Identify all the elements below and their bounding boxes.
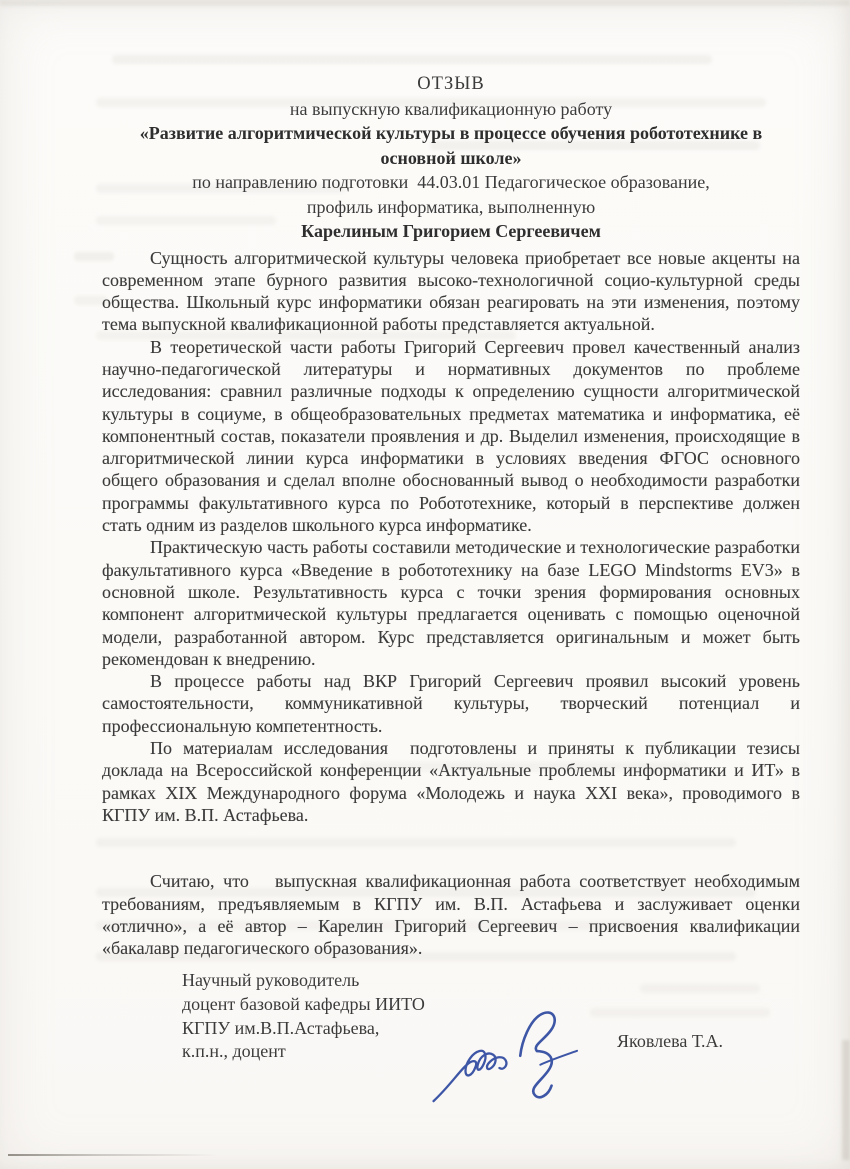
supervisor-position: доцент базовой кафедры ИИТО <box>182 993 425 1014</box>
supervisor-degree: к.п.н., доцент <box>182 1041 286 1062</box>
paragraph-conclusion: Считаю, что выпускная квалификационная работа соответствует необходимым требованиям, предъявляемым в КГПУ им. В.П. Астафьева и заслуживает оценки «отлично», а её автор – Карелин Григорий Сергеевич – присвоения квалификации «бакалавр педагогического образования». <box>102 871 805 959</box>
program-line: по направлению подготовки 44.03.01 Педагогическое образование, <box>192 172 710 192</box>
work-title: «Развитие алгоритмической культуры в процессе обучения робототехнике в основной школе» <box>139 123 763 168</box>
signer-name: Яковлева Т.А. <box>617 1031 724 1051</box>
paragraph-practical-part: Практическую часть работы составили методические и технологические разработки факультативного курса «Введение в робототехнику на базе LEGO Mindstorms EV3» в основной школе. Результативность курса с точки зрения формирования основных компонент алгоритмической культуры предлагается оценивать с помощью оценочной модели, разработанной автором. Курс представляется оригинальным и может быть рекомендован к внедрению. <box>102 537 805 669</box>
profile-line: профиль информатика, выполненную <box>306 196 596 217</box>
paragraph-personal-qualities: В процессе работы над ВКР Григорий Сергеевич проявил высокий уровень самостоятельности, коммуникативной культуры, творческий потенциал и профессиональную компетентность. <box>102 671 805 736</box>
scan-edge-mark-top <box>0 0 850 6</box>
author-name: Карелиным Григорием Сергеевичем <box>301 221 601 241</box>
document-title: ОТЗЫВ <box>417 74 485 94</box>
supervisor-institution: КГПУ им.В.П.Астафьева, <box>182 1017 380 1038</box>
document-body <box>102 72 805 959</box>
handwritten-signature-icon <box>419 1002 599 1124</box>
document-subtitle: на выпускную квалификационную работу <box>289 98 613 119</box>
supervisor-role: Научный руководитель <box>182 970 360 990</box>
scan-artifact-line <box>8 1154 218 1156</box>
document-header <box>102 72 800 244</box>
scan-edge-mark <box>842 1040 850 1160</box>
signature-section <box>102 969 800 1139</box>
paragraph-theoretical-part: В теоретической части работы Григорий Сергеевич провел качественный анализ научно-педагогической литературы и нормативных документов по проблеме исследования: сравнил различные подходы к определению сущности алгоритмической культуры в социуме, в общеобразовательных предметах математика и информатика, её компонентный состав, показатели проявления и др. Выделил изменения, происходящие в алгоритмической линии курса информатики в условиях введения ФГОС основного общего образования и сделал вполне обоснованный вывод о необходимости разработки программы факультативного курса по Робототехнике, который в перспективе должен стать одним из разделов школьного курса информатике. <box>102 336 805 536</box>
paragraph-relevance: Сущность алгоритмической культуры человека приобретает все новые акценты на современном этапе бурного развития высоко-технологичной социо-культурной среды общества. Школьный курс информатики обязан реагировать на эти изменения, поэтому тема выпускной квалификационной работы представляется актуальной. <box>102 247 805 335</box>
review-text <box>102 247 805 960</box>
paragraph-publications: По материалам исследования подготовлены и приняты к публикации тезисы доклада на Всероссийской конференции «Актуальные проблемы информатики и ИТ» в рамках XIX Международного форума «Молодежь и наука XXI века», проводимого в КГПУ им. В.П. Астафьева. <box>102 738 805 825</box>
